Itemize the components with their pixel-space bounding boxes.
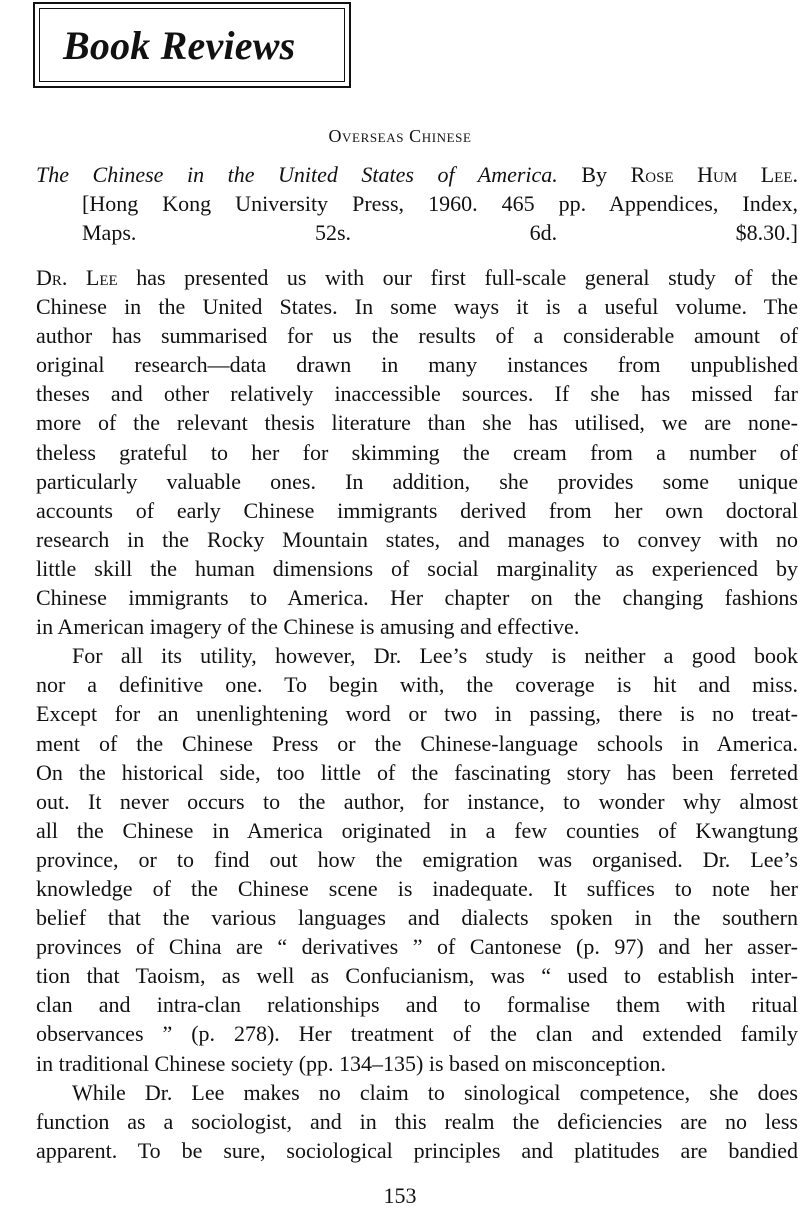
section-header-box (33, 2, 351, 88)
page-number: 153 (383, 1183, 417, 1208)
text-line: While Dr. Lee makes no claim to sinological competence, she does (72, 1079, 798, 1105)
text-line: ment of the Chinese Press or the Chinese-language schools in America. (36, 730, 798, 756)
text-line: tion that Taoism, as well as Confucianism, was “ used to establish inter- (36, 963, 798, 989)
text-line: Chinese immigrants to America. Her chapter on the changing fashions (36, 585, 798, 611)
text-line: out. It never occurs to the author, for instance, to wonder why almost (36, 788, 798, 814)
text-line: author has summarised for us the results of a considerable amount of (36, 323, 798, 349)
text-line: nor a definitive one. To begin with, the coverage is hit and miss. (36, 672, 798, 698)
citation-line-3: Maps. 52s. 6d. $8.30.] (82, 220, 798, 245)
text-line: in traditional Chinese society (pp. 134–135) is based on misconception. (36, 1050, 666, 1076)
text-line: belief that the various languages and dialects spoken in the southern (36, 905, 798, 931)
review-topic-heading: Overseas Chinese (328, 126, 472, 146)
citation-line-1 (36, 160, 798, 189)
text-line: theses and other relatively inaccessible sources. If she has missed far (36, 381, 798, 407)
paragraph-1 (36, 263, 798, 641)
text-line (36, 263, 798, 292)
text-line-rest: has presented us with our first full-scale general study of the (117, 265, 799, 290)
text-line: all the Chinese in America originated in a few counties of Kwangtung (36, 817, 798, 843)
text-line: Except for an unenlightening word or two in passing, there is no treat- (36, 701, 798, 727)
citation-book-title: The Chinese in the United States of America. (36, 162, 558, 187)
citation-by: By (581, 162, 608, 187)
text-line: accounts of early Chinese immigrants derived from her own doctoral (36, 497, 798, 523)
section-header-title: Book Reviews (63, 23, 296, 68)
text-line: little skill the human dimensions of social marginality as experienced by (36, 555, 798, 581)
text-line: apparent. To be sure, sociological principles and platitudes are bandied (36, 1137, 798, 1163)
paragraph-2 (36, 641, 798, 1077)
review-body (36, 263, 798, 1165)
text-line: Chinese in the United States. In some ways it is a useful volume. The (36, 294, 798, 320)
text-line: clan and intra-clan relationships and to formalise them with ritual (36, 992, 798, 1018)
text-line: more of the relevant thesis literature than she has utilised, we are none- (36, 410, 798, 436)
text-line: observances ” (p. 278). Her treatment of the clan and extended family (36, 1021, 798, 1047)
text-line: theless grateful to her for skimming the cream from a number of (36, 439, 798, 465)
paragraph-3 (36, 1078, 798, 1165)
book-citation (36, 160, 798, 247)
text-line: On the historical side, too little of the fascinating story has been ferreted (36, 759, 798, 785)
review-lead-words: Dr. Lee (36, 265, 118, 290)
citation-line-2: [Hong Kong University Press, 1960. 465 pp. Appendices, Index, (82, 191, 798, 216)
citation-author: Rose Hum Lee. (630, 162, 799, 187)
text-line: provinces of China are “ derivatives ” of Cantonese (p. 97) and her asser- (36, 934, 798, 960)
text-line: function as a sociologist, and in this realm the deficiencies are no less (36, 1108, 798, 1134)
text-line: in American imagery of the Chinese is amusing and effective. (36, 614, 580, 640)
text-line: particularly valuable ones. In addition, she provides some unique (36, 468, 798, 494)
text-line: knowledge of the Chinese scene is inadequate. It suffices to note her (36, 875, 798, 901)
text-line: research in the Rocky Mountain states, and manages to convey with no (36, 526, 798, 552)
text-line: original research—data drawn in many instances from unpublished (36, 352, 798, 378)
text-line: province, or to find out how the emigration was organised. Dr. Lee’s (36, 846, 798, 872)
text-line: For all its utility, however, Dr. Lee’s study is neither a good book (72, 643, 798, 669)
